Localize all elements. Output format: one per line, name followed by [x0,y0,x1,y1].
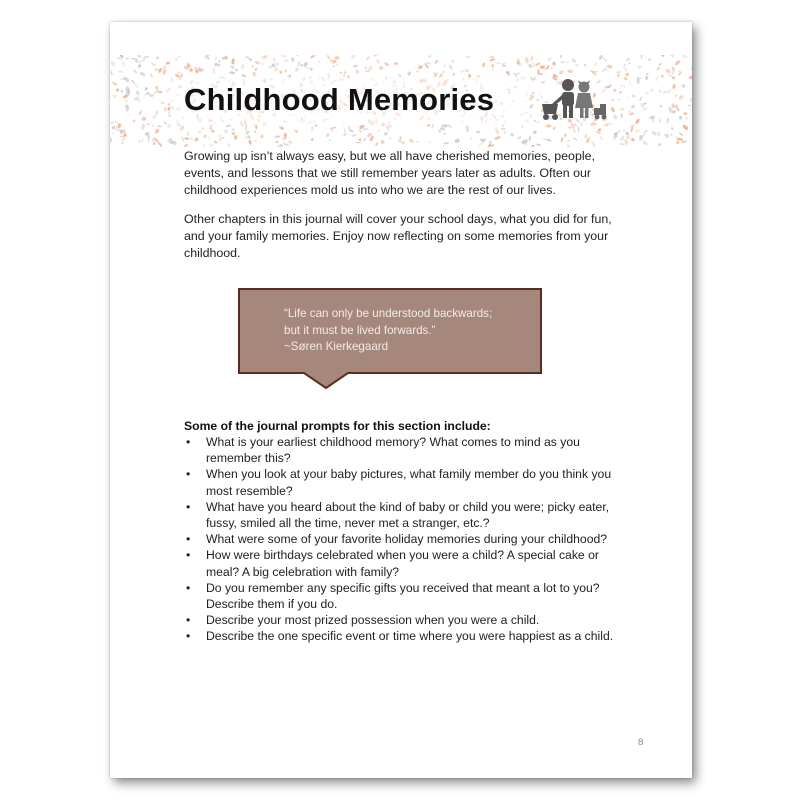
list-item: • What were some of your favorite holiday memories during your childhood? [184,531,634,547]
page-title: Childhood Memories [184,82,495,117]
list-item: • Do you remember any specific gifts you received that meant a lot to you? Describe them if you do. [184,580,634,612]
list-item: • Describe the one specific event or time where you were happiest as a child. [184,628,634,644]
list-item: • What have you heard about the kind of baby or child you were; picky eater, fussy, smiled all the time, never met a stranger, etc.? [184,499,634,531]
quote-line: but it must be lived forwards.” [284,323,436,337]
intro-paragraph: Growing up isn’t always easy, but we all have cherished memories, people, events, and lessons that we still remember years later as adults. Often our childhood experiences mold us into who we are the rest of our lives. [184,149,595,197]
list-item: • What is your earliest childhood memory? What comes to mind as you remember this? [184,434,634,466]
children-playing-icon [538,78,610,122]
page-number: 8 [638,737,644,748]
chapters-paragraph: Other chapters in this journal will cover your school days, what you did for fun, and your family memories. Enjoy now reflecting on some memories from your childhood. [184,212,612,260]
prompt-list [184,434,634,645]
journal-page [110,22,692,778]
quote-line: “Life can only be understood backwards; [284,307,493,320]
list-item: • How were birthdays celebrated when you were a child? A special cake or meal? A big celebration with family? [184,547,634,579]
quote-author: ~Søren Kierkegaard [284,340,389,353]
list-item: • Describe your most prized possession when you were a child. [184,612,634,628]
list-item: • When you look at your baby pictures, what family member do you think you most resemble? [184,466,634,498]
quote-text [284,306,534,356]
prompts-heading: Some of the journal prompts for this section include: [184,419,491,433]
